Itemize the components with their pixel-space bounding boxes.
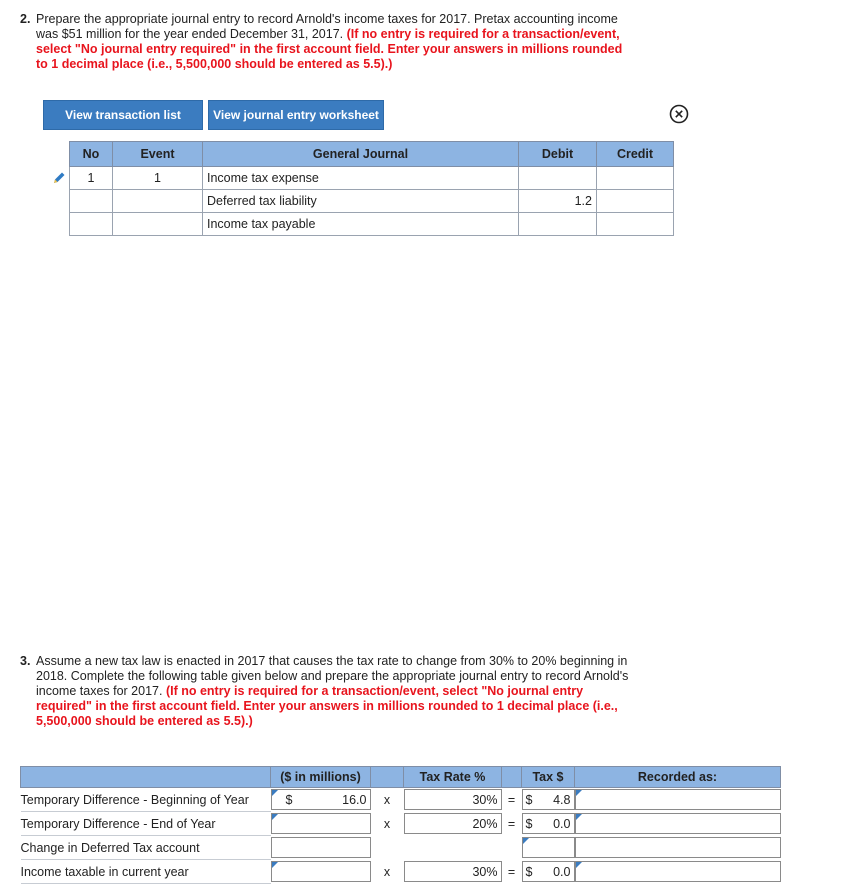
tax-dollar-sign: $ [525, 816, 533, 831]
tax-amount-input[interactable] [522, 837, 575, 858]
journal-entry-table [69, 141, 674, 236]
tax-amount-input[interactable] [522, 813, 575, 834]
account-cell[interactable]: Income tax payable [203, 213, 519, 236]
tax-amount-value: 0.0 [553, 816, 571, 831]
table-row [70, 190, 674, 213]
recorded-as-select[interactable] [575, 789, 781, 810]
tax-rate-input[interactable] [404, 789, 502, 810]
amount-input[interactable] [271, 837, 371, 858]
tax-rate-input[interactable] [404, 813, 502, 834]
amount-input[interactable] [271, 789, 371, 810]
question-3-number: 3. [20, 654, 31, 668]
credit-cell[interactable] [597, 213, 674, 236]
row-label: Change in Deferred Tax account [21, 836, 271, 860]
equals-symbol: = [507, 816, 516, 831]
equals-symbol: = [507, 792, 516, 807]
account-cell[interactable]: Deferred tax liability [203, 190, 519, 213]
millions-header: ($ in millions) [271, 767, 371, 788]
debit-cell[interactable]: 1.2 [519, 190, 597, 213]
credit-cell[interactable] [597, 190, 674, 213]
recorded-as-select[interactable] [575, 813, 781, 834]
tax-amount-header: Tax $ [522, 767, 575, 788]
entry-no [70, 190, 113, 213]
tax-amount-value: 0.0 [553, 864, 571, 879]
entry-event [113, 213, 203, 236]
amount-value: 16.0 [342, 792, 367, 807]
entry-no: 1 [70, 167, 113, 190]
row-label: Temporary Difference - Beginning of Year [21, 788, 271, 812]
tax-dollar-sign: $ [525, 864, 533, 879]
tax-dollar-sign: $ [525, 792, 533, 807]
debit-cell[interactable] [519, 213, 597, 236]
view-journal-entry-worksheet-button[interactable]: View journal entry worksheet [208, 100, 384, 130]
equals-symbol: = [507, 864, 516, 879]
question-3-text: Assume a new tax law is enacted in 2017 that causes the tax rate to change from 30% to 20% beginning in 2018. Complete the following table given below and prepare the appropriate journal entry to record Arnold's income taxes for 2017. [36, 654, 629, 698]
table-row [70, 167, 674, 190]
tax-rate-value: 30% [472, 792, 498, 807]
col-debit-header: Debit [519, 142, 597, 167]
times-symbol: x [383, 792, 391, 807]
pencil-icon[interactable] [51, 170, 67, 186]
amount-input[interactable] [271, 813, 371, 834]
table-row [21, 788, 781, 812]
col-no-header: No [70, 142, 113, 167]
row-label: Temporary Difference - End of Year [21, 812, 271, 836]
amount-input[interactable] [271, 861, 371, 882]
tax-amount-input[interactable] [522, 861, 575, 882]
table-row [70, 213, 674, 236]
recorded-as-header: Recorded as: [575, 767, 781, 788]
times-symbol: x [383, 816, 391, 831]
tax-amount-value: 4.8 [553, 792, 571, 807]
table-row [21, 836, 781, 860]
tax-rate-value: 30% [472, 864, 498, 879]
row-label: Income taxable in current year [21, 860, 271, 884]
recorded-as-select[interactable] [575, 837, 781, 858]
question-2-text: Prepare the appropriate journal entry to record Arnold's income taxes for 2017. Pretax accounting income was $51 million for the year ended December 31, 2017. [36, 12, 618, 41]
tax-rate-value: 20% [472, 816, 498, 831]
tax-amount-input[interactable] [522, 789, 575, 810]
debit-cell[interactable] [519, 167, 597, 190]
view-transaction-list-button[interactable]: View transaction list [43, 100, 203, 130]
question-2-number: 2. [20, 12, 31, 26]
account-cell[interactable]: Income tax expense [203, 167, 519, 190]
question-3-instruction: (If no entry is required for a transaction/event, select "No journal entry required" in the first account field. Enter your answers in millions rounded to 1 decimal place (i.e., 5,500,000 should be entered as 5.5).) [36, 684, 618, 728]
recorded-as-select[interactable] [575, 861, 781, 882]
close-icon[interactable] [669, 104, 689, 124]
dollar-sign: $ [285, 792, 293, 807]
col-credit-header: Credit [597, 142, 674, 167]
col-event-header: Event [113, 142, 203, 167]
entry-no [70, 213, 113, 236]
tax-rate-header: Tax Rate % [404, 767, 502, 788]
table-row [21, 812, 781, 836]
question-2-instruction: (If no entry is required for a transaction/event, select "No journal entry required" in the first account field. Enter your answers in millions rounded to 1 decimal place (i.e., 5,500,000 should be entered as 5.5).) [36, 27, 623, 71]
credit-cell[interactable] [597, 167, 674, 190]
times-symbol: x [383, 864, 391, 879]
col-general-journal-header: General Journal [203, 142, 519, 167]
question-2 [20, 12, 630, 72]
entry-event: 1 [113, 167, 203, 190]
question-3 [20, 654, 630, 729]
tax-rate-input[interactable] [404, 861, 502, 882]
tax-difference-table [20, 766, 781, 884]
table-row [21, 860, 781, 884]
entry-event [113, 190, 203, 213]
